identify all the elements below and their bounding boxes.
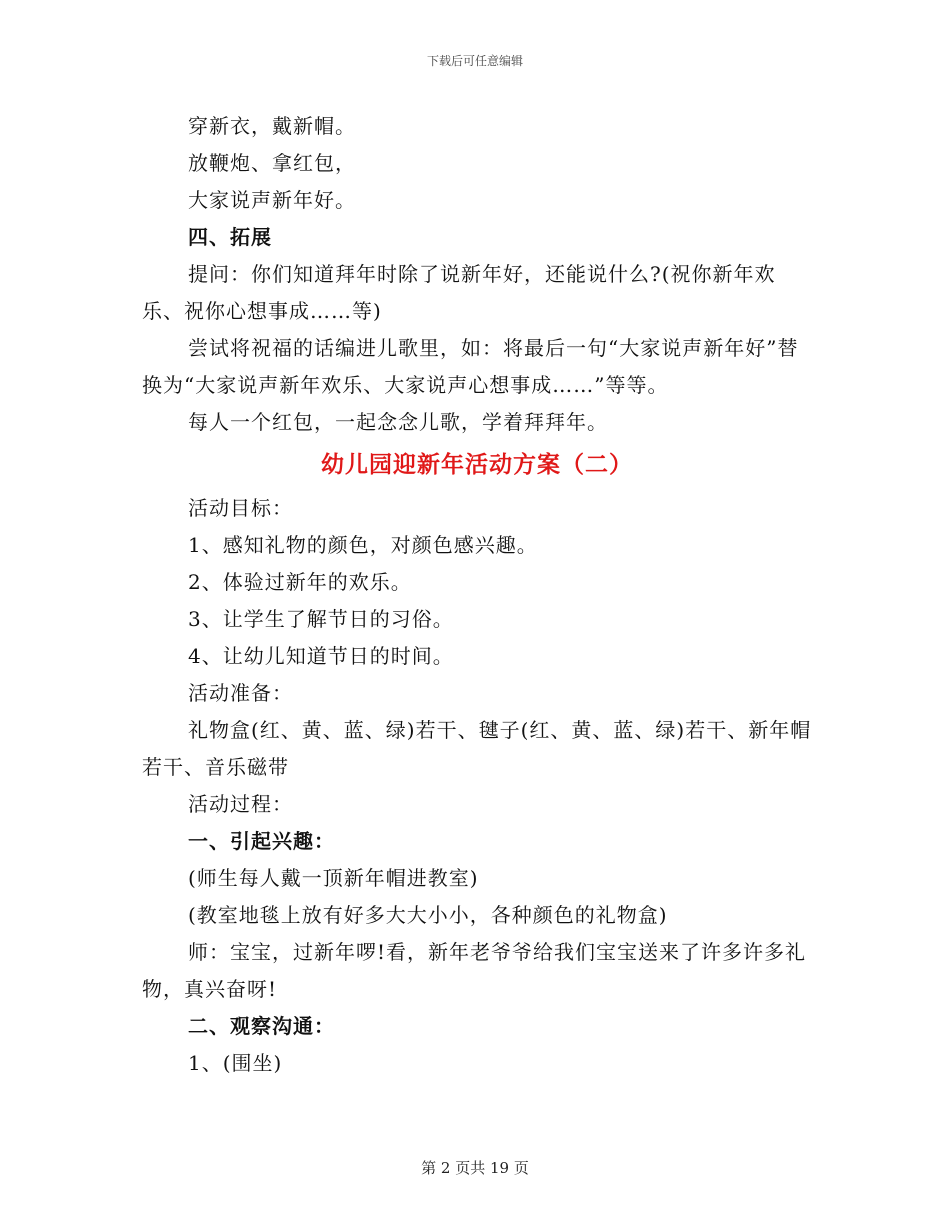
document-body <box>142 108 812 1082</box>
paragraph: 活动目标： <box>188 496 293 520</box>
paragraph: 师：宝宝，过新年啰!看，新年老爷爷给我们宝宝送来了许多许多礼物，真兴奋呀! <box>142 940 807 1001</box>
page-footer: 第 2 页共 19 页 <box>421 1159 529 1177</box>
paragraph: (教室地毯上放有好多大大小小，各种颜色的礼物盒) <box>188 903 668 927</box>
section-heading: 二、观察沟通： <box>188 1014 335 1038</box>
section-heading: 一、引起兴趣： <box>188 829 335 853</box>
paragraph: (师生每人戴一顶新年帽进教室) <box>188 866 479 890</box>
list-item: 1、感知礼物的颜色，对颜色感兴趣。 <box>188 533 538 557</box>
page-header: 下载后可任意编辑 <box>426 54 523 68</box>
list-item: 1、(围坐) <box>188 1051 283 1075</box>
paragraph: 活动准备： <box>188 681 293 705</box>
paragraph: 每人一个红包，一起念念儿歌，学着拜拜年。 <box>188 410 608 434</box>
paragraph: 活动过程： <box>188 792 293 816</box>
section-heading: 四、拓展 <box>188 225 272 249</box>
paragraph: 穿新衣，戴新帽。 <box>188 114 356 138</box>
paragraph: 尝试将祝福的话编进儿歌里，如：将最后一句“大家说声新年好”替换为“大家说声新年欢乐、大家说声心想事成……”等等。 <box>142 336 799 397</box>
list-item: 3、让学生了解节日的习俗。 <box>188 607 454 631</box>
paragraph: 提问：你们知道拜年时除了说新年好，还能说什么?(祝你新年欢乐、祝你心想事成……等) <box>142 262 776 323</box>
paragraph: 礼物盒(红、黄、蓝、绿)若干、毽子(红、黄、蓝、绿)若干、新年帽若干、音乐磁带 <box>142 718 812 779</box>
list-item: 4、让幼儿知道节日的时间。 <box>188 644 454 668</box>
paragraph: 放鞭炮、拿红包， <box>188 151 356 175</box>
list-item: 2、体验过新年的欢乐。 <box>188 570 412 594</box>
paragraph: 大家说声新年好。 <box>188 188 356 212</box>
document-title: 幼儿园迎新年活动方案（二） <box>321 451 633 478</box>
